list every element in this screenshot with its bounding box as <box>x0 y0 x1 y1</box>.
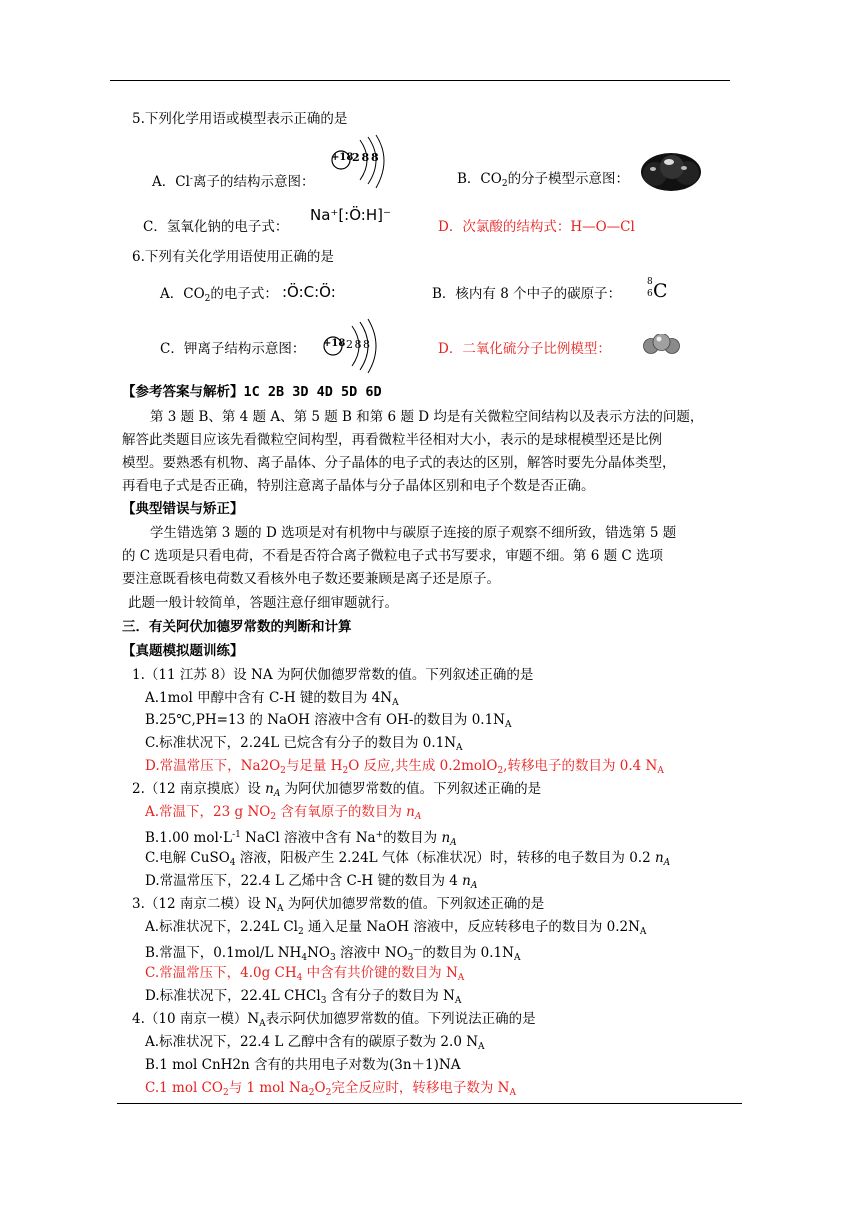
q3-option-c: C.常温常压下，4.0g $CH_4$ 中含有共价键的数目为 $N_A$ <box>145 965 465 983</box>
q6-option-d: D．二氧化硫分子比例模型： <box>438 341 611 357</box>
chlorine-ion-structure-diagram <box>330 134 390 192</box>
q1-option-a: A.1mol 甲醇中含有 C-H 键的数目为 $4N_A$ <box>145 690 399 708</box>
q5-option-a: A．Cl-离子的结构示意图： <box>152 174 315 190</box>
q6-a-electron-formula: :Ö:C:Ö: <box>282 283 336 301</box>
training-heading: 【真题模拟题训练】 <box>122 643 244 659</box>
q5-option-c: C．氢氧化钠的电子式： <box>143 219 289 235</box>
so2-space-filling-model-icon <box>642 334 682 356</box>
q4-option-c: C.1 mol $CO_2$与 1 mol $Na_2O_2$完全反应时，转移电子数为 $N_A$ <box>145 1080 516 1098</box>
co2-space-filling-model-icon <box>640 150 702 192</box>
q2-stem: 2.（12 南京摸底）设 $n_A$ 为阿伏加德罗常数的值。下列叙述正确的是 <box>132 781 542 799</box>
q2-option-c: C.电解 CuSO$_4$ 溶液，阳极产生 2.24L 气体（标准状况）时，转移的电子数目为 0.2 $n_A$ <box>145 850 671 868</box>
bottom-rule <box>117 1103 742 1104</box>
q4-option-b: B.1 mol CnH2n 含有的共用电子对数为(3n＋1)NA <box>145 1057 461 1073</box>
answer-heading: 【参考答案与解析】1C 2B 3D 4D 5D 6D <box>122 384 382 400</box>
q5-a-nucleus: +18 <box>331 152 354 163</box>
errors-para-3: 要注意既看核电荷数又看核外电子数还要兼顾是离子还是原子。 <box>122 571 500 587</box>
q5-c-electron-formula: Na⁺[:Ö:H]⁻ <box>310 206 391 224</box>
q6-c-shells: 2 8 8 <box>346 338 369 351</box>
q6-c-nucleus: +18 <box>323 338 346 349</box>
answer-para-2: 解答此类题目应该先看微粒空间构型，再看微粒半径相对大小，表示的是球棍模型还是比例 <box>122 432 662 448</box>
answer-para-3: 模型。要熟悉有机物、离子晶体、分子晶体的电子式的表达的区别，解答时要先分晶体类型， <box>122 455 676 471</box>
top-rule <box>110 80 730 81</box>
q3-option-b: B.常温下，0.1mol/L $NH_4NO_3$ 溶液中 $NO_3^—$的数目为 $0.1N_A$ <box>145 945 521 963</box>
potassium-ion-structure-diagram <box>322 318 382 374</box>
q2-option-b: B.1.00 $mol\cdot L^{-1}$ NaCl 溶液中含有 Na+的数目为 $n_A$ <box>145 830 457 848</box>
q5-a-shells: 2 8 8 <box>352 151 378 164</box>
atomic-number: 6 <box>647 289 653 299</box>
q1-option-c: C.标准状况下，2.24L 已烷含有分子的数目为 $0.1N_A$ <box>145 735 463 753</box>
q1-option-b: B.25℃,PH=13 的 NaOH 溶液中含有 OH-的数目为 $0.1N_A$ <box>145 712 512 730</box>
errors-heading: 【典型错误与矫正】 <box>122 501 244 517</box>
q5-option-d: D．次氯酸的结构式：H—O—Cl <box>438 219 635 235</box>
q6-option-a: A．$CO_2$的电子式： <box>160 286 278 304</box>
q2-option-d: D.常温常压下，22.4 L 乙烯中含 C-H 键的数目为 4 $n_A$ <box>145 873 478 891</box>
q6-option-c: C．钾离子结构示意图： <box>160 341 306 357</box>
q1-option-d: D.常温常压下，$Na2O_2$与足量 $H_2O$ 反应,共生成 0.2molO$_2$,转移电子的数目为 0.4 $N_A$ <box>145 758 664 776</box>
q3-stem: 3.（12 南京二模）设 $N_A$ 为阿伏加德罗常数的值。下列叙述正确的是 <box>132 896 545 914</box>
answer-para-4: 再看电子式是否正确，特别注意离子晶体与分子晶体区别和电子个数是否正确。 <box>122 478 595 494</box>
answer-para-1: 第 3 题 B、第 4 题 A、第 5 题 B 和第 6 题 D 均是有关微粒空间结构以及表示方法的问题， <box>150 409 704 425</box>
q4-stem: 4.（10 南京一模）$N_A$表示阿伏加德罗常数的值。下列说法正确的是 <box>132 1011 536 1029</box>
q2-option-a: A.常温下，23 g $NO_2$ 含有氧原子的数目为 $n_A$ <box>145 804 422 822</box>
errors-para-4: 此题一般计较简单，答题注意仔细审题就行。 <box>128 595 398 611</box>
element-symbol: C <box>653 280 668 302</box>
q4-option-a: A.标准状况下，22.4 L 乙醇中含有的碳原子数为 2.0 $N_A$ <box>145 1034 485 1052</box>
q5-stem: 5.下列化学用语或模型表示正确的是 <box>132 111 348 127</box>
q6-option-b: B．核内有 8 个中子的碳原子： <box>432 286 622 302</box>
q5-option-b: B．$CO_2$的分子模型示意图： <box>457 171 630 189</box>
q3-option-a: A.标准状况下，2.24L $Cl_2$ 通入足量 NaOH 溶液中，反应转移电子的数目为 $0.2N_A$ <box>145 919 647 937</box>
carbon-isotope-symbol <box>645 277 675 305</box>
mass-number: 8 <box>647 277 653 287</box>
q6-stem: 6.下列有关化学用语使用正确的是 <box>132 249 334 265</box>
q1-stem: 1.（11 江苏 8）设 NA 为阿伏伽德罗常数的值。下列叙述正确的是 <box>132 667 534 683</box>
errors-para-2: 的 C 选项是只看电荷，不看是否符合离子微粒电子式书写要求，审题不细。第 6 题 C 选项 <box>122 548 663 564</box>
errors-para-1: 学生错选第 3 题的 D 选项是对有机物中与碳原子连接的原子观察不细所致，错选第 5 题 <box>150 525 677 541</box>
section3-title: 三．有关阿伏加德罗常数的判断和计算 <box>122 619 352 635</box>
q3-option-d: D.标准状况下，22.4L CHCl$_3$ 含有分子的数目为 $N_A$ <box>145 988 462 1006</box>
